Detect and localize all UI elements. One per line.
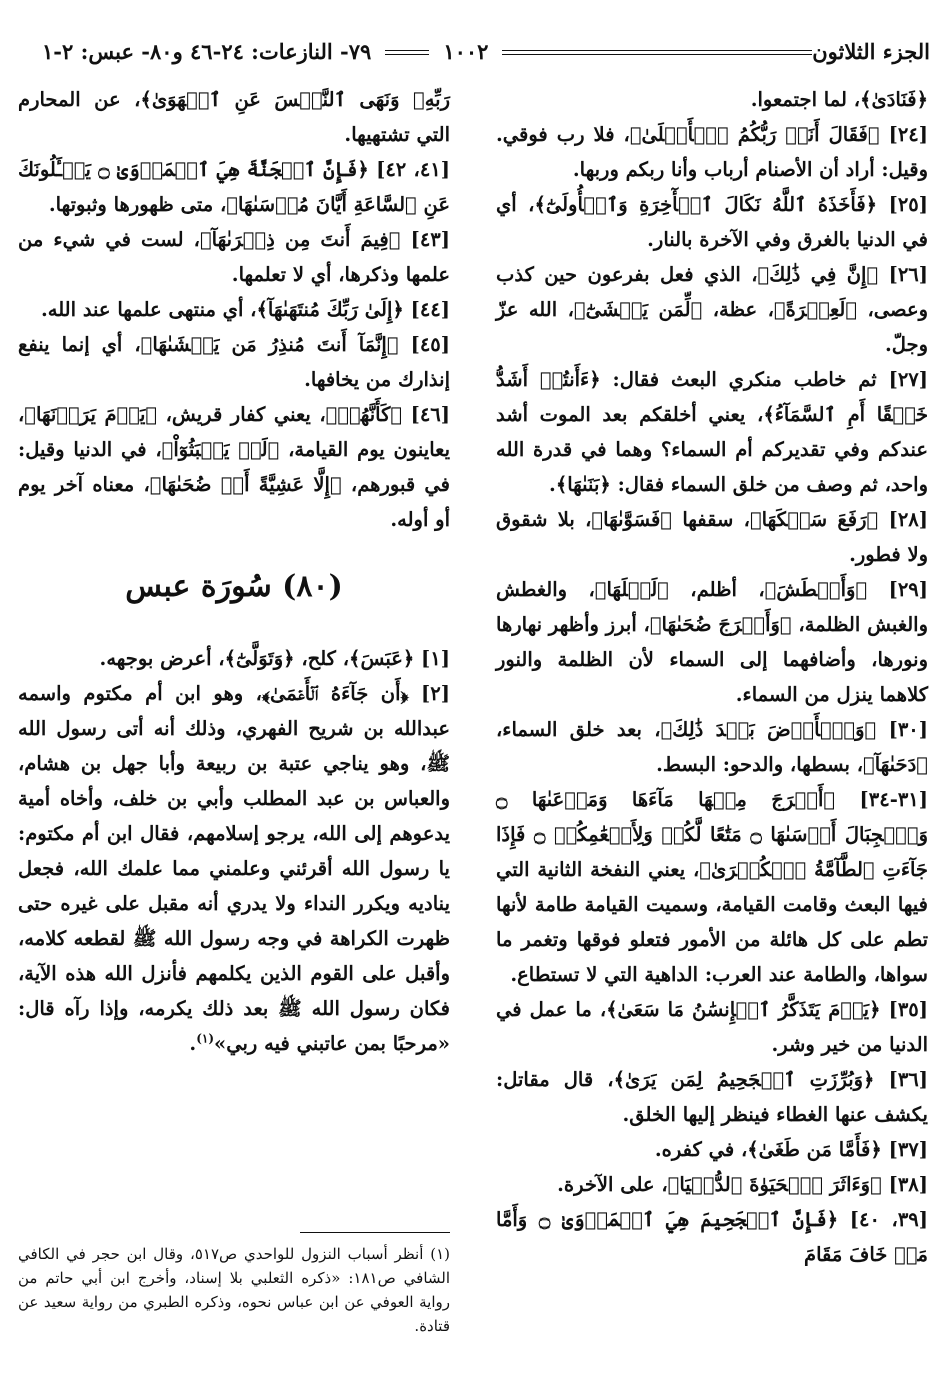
header-rule <box>385 50 429 55</box>
footnote-text: (١) أنظر أسباب النزول للواحدي ص٥١٧، وقال ابن حجر في الكافي الشافي ص١٨١: «ذكره الثعلبي بلا إسناد، وأخرج ابن أبي حاتم من رواية العوفي عن ابن عباس نحوه، وذكره الطبري من رواية سعيد عن قتادة. <box>18 1245 451 1335</box>
header-rule <box>502 50 812 55</box>
page-number: ١٠٠٢ <box>443 39 489 64</box>
paragraph: [٢٧] ثم خاطب منكري البعث فقال: ﴿ءَأَنتُمۡ أَشَدُّ خَلۡقًا أَمِ ٱلسَّمَآءُ﴾، يعني أخلقكم بعد الموت أشد عندكم وفي تقديركم أم السماء؟ وهما في قدرة الله واحد، ثم وصف من خلق السماء فقال: ﴿بَنَىٰهَا﴾. <box>496 368 928 496</box>
paragraph: [٣٧] ﴿فَأَمَّا مَن طَغَىٰ﴾، في كفره. <box>654 1138 928 1161</box>
paragraph: [٤١، ٤٢] ﴿فَإِنَّ ٱلۡجَنَّةَ هِيَ ٱلۡمَأۡوَىٰ ۝ يَسۡـَٔلُونَكَ عَنِ ٱلسَّاعَةِ أَيَّانَ مُرۡسَىٰهَا﴾، متى ظهورها وثبوتها. <box>18 158 450 216</box>
paragraph: [٣٨] ﴿وَءَاثَرَ ٱلۡحَيَوٰةَ ٱلدُّنۡيَا﴾، على الآخرة. <box>557 1173 928 1196</box>
sura-heading: (٨٠) سُورَة عبس <box>125 569 343 604</box>
paragraph: [٣١-٣٤] ﴿أَخۡرَجَ مِنۡهَا مَآءَهَا وَمَرۡعَىٰهَا ۝ وَٱلۡجِبَالَ أَرۡسَىٰهَا ۝ مَتَٰعًا لَّكُمۡ وَلِأَنۡعَٰمِكُمۡ ۝ فَإِذَا جَآءَتِ ٱلطَّآمَّةُ ٱلۡكُبۡرَىٰ﴾، يعني النفخة الثانية التي فيها البعث وقامت القيامة، وسميت القيامة طامة لأنها تطم على كل هائلة من الأمور فتعلو فوقها وتغمر ما سواها، والطامة عند العرب: الداهية التي لا تستطاع. <box>496 788 928 986</box>
paragraph: [٢٦] ﴿إِنَّ فِي ذَٰلِكَ﴾، الذي فعل بفرعون حين كذب وعصى، ﴿لَعِبۡرَةً﴾، عظة، ﴿لِّمَن يَخۡشَىٰٓ﴾، الله عزّ وجلّ. <box>496 263 928 356</box>
footnote-reference[interactable]: (١) <box>196 1031 215 1046</box>
left-column <box>18 82 450 1061</box>
paragraph: [٤٤] ﴿إِلَىٰ رَبِّكَ مُنتَهَىٰهَآ﴾، أي منتهى علمها عند الله. <box>40 298 450 321</box>
paragraph: [٢٤] ﴿فَقَالَ أَنَا۠ رَبُّكُمُ ٱلۡأَعۡلَىٰ﴾، فلا رب فوقي. وقيل: أراد أن الأصنام أرباب وأنا ربكم وربها. <box>496 123 928 181</box>
paragraph: [٣٠] ﴿وَٱلۡأَرۡضَ بَعۡدَ ذَٰلِكَ﴾، بعد خلق السماء، ﴿دَحَىٰهَآ﴾، بسطها، والدحو: البسط. <box>496 718 928 776</box>
paragraph-text: [٢] ﴿أَن جَآءَهُ ٱلۡأَعۡمَىٰ﴾، وهو ابن أم مكتوم واسمه عبدالله بن شريح الفهري، وذلك أنه أتى رسول الله ﷺ، وهو يناجي عتبة بن ربيعة وأبا جهل بن هشام، والعباس بن عبد المطلب وأبي بن خلف، وأخاه أمية يدعوهم إلى الله، يرجو إسلامهم، فقال ابن أم مكتوم: يا رسول الله أقرئني وعلمني مما علمك الله، فجعل يناديه ويكرر النداء ولا يدري أنه مقبل على غيره حتى ظهرت الكراهة في وجه رسول الله ﷺ لقطعه كلامه، وأقبل على القوم الذين يكلمهم فأنزل الله هذه الآية، فكان رسول الله ﷺ بعد ذلك يكرمه، وإذا رآه قال: «مرحبًا بمن عاتبني فيه ربي» <box>18 682 450 1055</box>
paragraph: [٢] ﴿أَن جَآءَهُ ٱلۡأَعۡمَىٰ﴾، وهو ابن أم مكتوم واسمه عبدالله بن شريح الفهري، وذلك أنه أتى رسول الله ﷺ، وهو يناجي عتبة بن ربيعة وأبا جهل بن هشام، والعباس بن عبد المطلب وأبي بن خلف، وأخاه أمية يدعوهم إلى الله، يرجو إسلامهم، فقال ابن أم مكتوم: يا رسول الله أقرئني وعلمني مما علمك الله، فجعل يناديه ويكرر النداء ولا يدري أنه مقبل على غيره حتى ظهرت الكراهة في وجه رسول الله ﷺ لقطعه كلامه، وأقبل على القوم الذين يكلمهم فأنزل الله هذه الآية، فكان رسول الله ﷺ بعد ذلك يكرمه، وإذا رآه قال: «مرحبًا بمن عاتبني فيه ربي»$^{(١)}$. <box>18 682 450 1055</box>
paragraph: [٣٩، ٤٠] ﴿فَإِنَّ ٱلۡجَحِيمَ هِيَ ٱلۡمَأۡوَىٰ ۝ وَأَمَّا مَنۡ خَافَ مَقَامَ <box>496 1208 928 1266</box>
right-column <box>496 82 928 1272</box>
paragraph: [٢٩] ﴿وَأَغۡطَشَ﴾، أظلم، ﴿لَيۡلَهَا﴾، والغطش والغبش الظلمة، ﴿وَأَخۡرَجَ ضُحَىٰهَا﴾، أبرز وأظهر نهارها ونورها، وأضافهما إلى السماء لأن الظلمة والنور كلاهما ينزل من السماء. <box>496 578 928 706</box>
running-title: الجزء الثلاثون <box>812 39 930 64</box>
paragraph: [٢٥] ﴿فَأَخَذَهُ ٱللَّهُ نَكَالَ ٱلۡأٓخِرَةِ وَٱلۡأُولَىٰٓ﴾، أي في الدنيا بالغرق وفي الآخرة بالنار. <box>496 193 928 251</box>
page-header <box>28 30 930 74</box>
paragraph: [٤٥] ﴿إِنَّمَآ أَنتَ مُنذِرُ مَن يَخۡشَىٰهَا﴾، أي إنما ينفع إنذارك من يخافها. <box>18 333 450 391</box>
paragraph: [٢٨] ﴿رَفَعَ سَمۡكَهَا﴾، سقفها ﴿فَسَوَّىٰهَا﴾، بلا شقوق ولا فطور. <box>496 508 928 566</box>
paragraph: [٤٦] ﴿كَأَنَّهُمۡ﴾، يعني كفار قريش، ﴿يَوۡمَ يَرَوۡنَهَا﴾، يعاينون يوم القيامة، ﴿لَمۡ يَلۡبَثُوٓاْ﴾، في الدنيا وقيل: في قبورهم، ﴿إِلَّا عَشِيَّةً أَوۡ ضُحَىٰهَا﴾، معناه آخر يوم أو أوله. <box>18 403 450 531</box>
sura-info: ٧٩- النازعات: ٢٤-٤٦ و٨٠- عبس: ٢-١ <box>42 39 372 64</box>
paragraph: رَبِّهِۦ وَنَهَى ٱلنَّفۡسَ عَنِ ٱلۡهَوَىٰ﴾، عن المحارم التي تشتهيها. <box>18 88 450 146</box>
footnote-area <box>18 1232 450 1338</box>
paragraph: [٣٦] ﴿وَبُرِّزَتِ ٱلۡجَحِيمُ لِمَن يَرَىٰ﴾، قال مقاتل: يكشف عنها الغطاء فينظر إليها الخلق. <box>496 1068 928 1126</box>
paragraph: [٣٥] ﴿يَوۡمَ يَتَذَكَّرُ ٱلۡإِنسَٰنُ مَا سَعَىٰ﴾، ما عمل في الدنيا من خير وشر. <box>496 998 928 1056</box>
footnote-rule <box>300 1232 450 1233</box>
paragraph: [١] ﴿عَبَسَ﴾، كلح، ﴿وَتَوَلَّىٰٓ﴾، أعرض بوجهه. <box>99 647 450 670</box>
paragraph: [٤٣] ﴿فِيمَ أَنتَ مِن ذِكۡرَىٰهَآ﴾، لست في شيء من علمها وذكرها، أي لا تعلمها. <box>18 228 450 286</box>
paragraph: ﴿فَنَادَىٰ﴾، لما اجتمعوا. <box>750 88 928 111</box>
